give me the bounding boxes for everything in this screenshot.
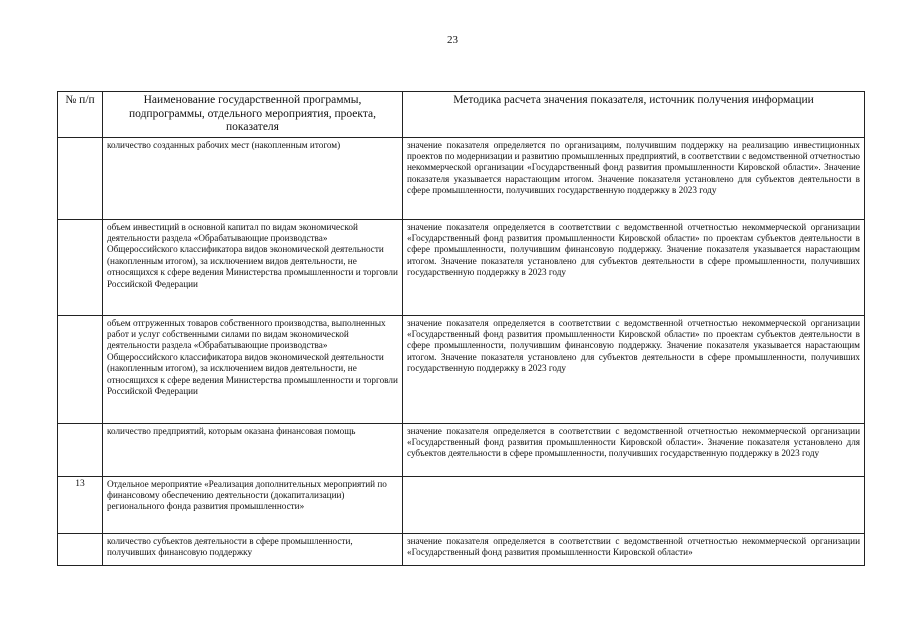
table-row bbox=[58, 476, 865, 533]
indicator-name: количество предприятий, которым оказана финансовая помощь bbox=[103, 423, 403, 476]
calculation-method: значение показателя определяется в соответствии с ведомственной отчетностью некоммерческой организации «Государственный фонд развития промышленности Кировской области». Значение показателя установлено для субъектов деятельности в сфере промышленности, получивших государственную поддержку в 2023 году bbox=[403, 423, 865, 476]
indicator-name: Отдельное мероприятие «Реализация дополнительных мероприятий по финансовому обеспечению деятельности (докапитализации) регионального фонда развития промышленности» bbox=[103, 476, 403, 533]
table-row bbox=[58, 137, 865, 219]
indicator-name: количество созданных рабочих мест (накопленным итогом) bbox=[103, 137, 403, 219]
header-number: № п/п bbox=[58, 92, 103, 138]
indicator-name: объем отгруженных товаров собственного производства, выполненных работ и услуг собственными силами по видам экономической деятельности раздела «Обрабатывающие производства» Общероссийского классификатора видов экономической деятельности (накопленным итогом), за исключением видов деятельности, не относящихся к сфере ведения Министерства промышленности и торговли Российской Федерации bbox=[103, 315, 403, 423]
calculation-method: значение показателя определяется в соответствии с ведомственной отчетностью некоммерческой организации «Государственный фонд развития промышленности Кировской области» bbox=[403, 533, 865, 565]
calculation-method: значение показателя определяется в соответствии с ведомственной отчетностью некоммерческой организации «Государственный фонд развития промышленности Кировской области» по проектам субъектов деятельности в сфере промышленности, получившим финансовую поддержку. Значение показателя указывается нарастающим итогом. Значение показателя установлено для субъектов деятельности в сфере промышленности, получивших государственную поддержку в 2023 году bbox=[403, 315, 865, 423]
table-header-row bbox=[58, 92, 865, 138]
calculation-method: значение показателя определяется в соответствии с ведомственной отчетностью некоммерческой организации «Государственный фонд развития промышленности Кировской области» по проектам субъектов деятельности в сфере промышленности, получившим финансовую поддержку. Значение показателя указывается нарастающим итогом. Значение показателя установлено для субъектов деятельности в сфере промышленности, получивших государственную поддержку в 2023 году bbox=[403, 219, 865, 315]
page-number: 23 bbox=[447, 34, 458, 46]
indicator-name: объем инвестиций в основной капитал по видам экономической деятельности раздела «Обрабатывающие производства» Общероссийского классификатора видов экономической деятельности (накопленным итогом), за исключением видов деятельности, не относящихся к сфере ведения Министерства промышленности и торговли Российской Федерации bbox=[103, 219, 403, 315]
row-number bbox=[58, 137, 103, 219]
calculation-method: значение показателя определяется по организациям, получившим поддержку на реализацию инвестиционных проектов по модернизации и развитию промышленных предприятий, в соответствии с ведомственной отчетностью некоммерческой организации «Государственный фонд развития промышленности Кировской области». Значение показателя указывается нарастающим итогом. Значение показателя установлено для субъектов деятельности в сфере промышленности, получивших государственную поддержку в 2023 году bbox=[403, 137, 865, 219]
header-name: Наименование государственной программы, подпрограммы, отдельного мероприятия, проекта, показателя bbox=[103, 92, 403, 138]
table-row bbox=[58, 423, 865, 476]
row-number bbox=[58, 533, 103, 565]
row-number bbox=[58, 423, 103, 476]
row-number bbox=[58, 315, 103, 423]
calculation-method bbox=[403, 476, 865, 533]
row-number: 13 bbox=[58, 476, 103, 533]
table-row bbox=[58, 219, 865, 315]
table-row bbox=[58, 315, 865, 423]
indicator-name: количество субъектов деятельности в сфере промышленности, получивших финансовую поддержку bbox=[103, 533, 403, 565]
table-row bbox=[58, 533, 865, 565]
row-number bbox=[58, 219, 103, 315]
header-method: Методика расчета значения показателя, источник получения информации bbox=[403, 92, 865, 138]
indicator-methodology-table bbox=[57, 91, 865, 566]
